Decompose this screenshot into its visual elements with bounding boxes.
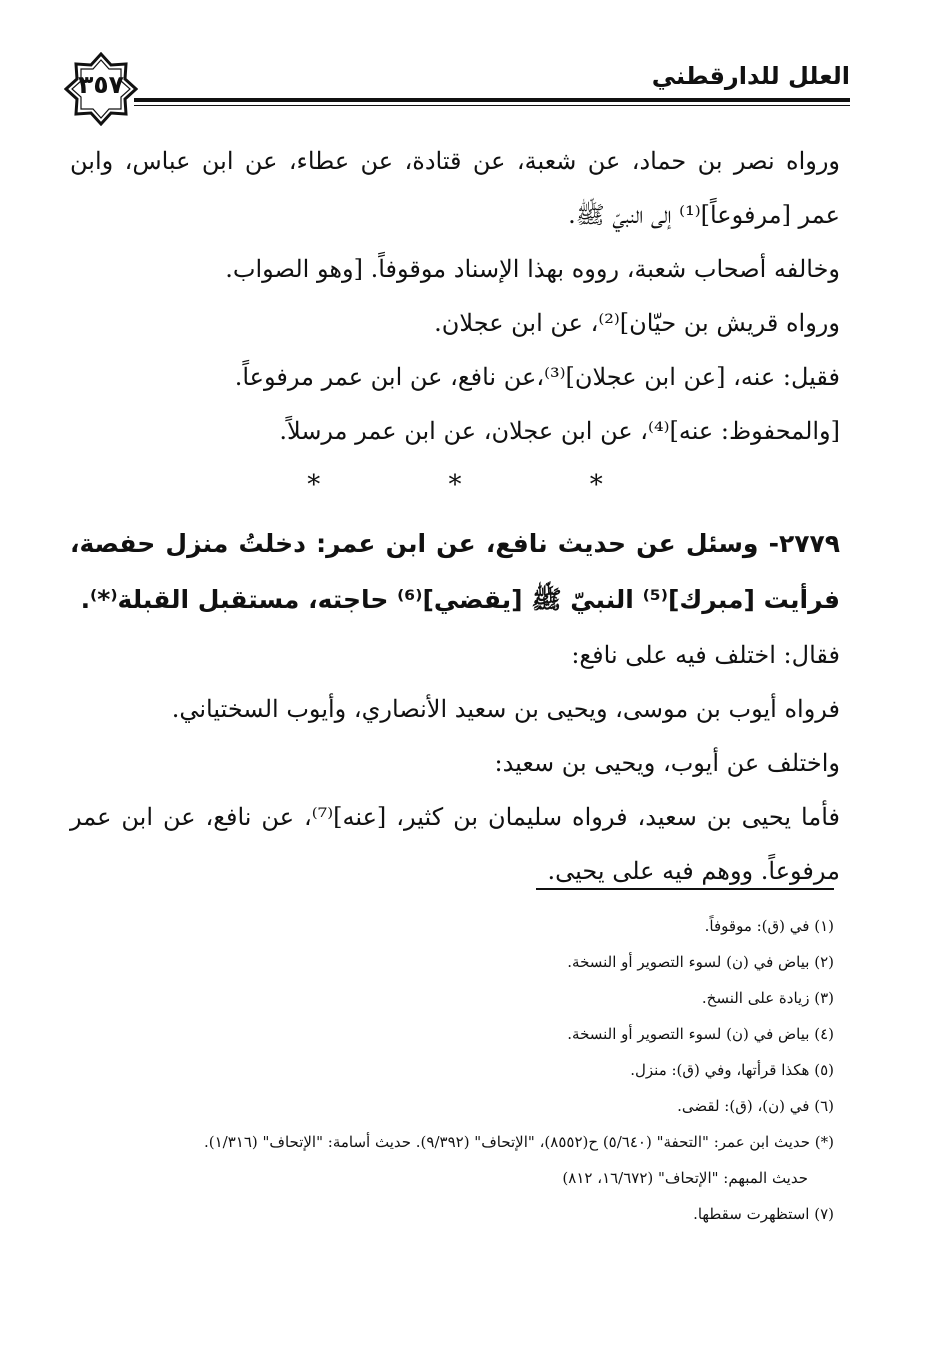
paragraph-2: وخالفه أصحاب شعبة، رووه بهذا الإسناد موقوفاً. [وهو الصواب. xyxy=(225,255,840,283)
footnotes xyxy=(60,908,834,1232)
footnote-3: (٣) زيادة على النسخ. xyxy=(701,989,834,1007)
page-number-badge xyxy=(64,52,138,126)
paragraph-4: فقيل: عنه، [عن ابن عجلان]⁽³⁾،عن نافع، عن ابن عمر مرفوعاً. xyxy=(234,363,840,391)
footnote-4: (٤) بياض في (ن) لسوء التصوير أو النسخة. xyxy=(567,1025,834,1043)
page-number: ٣٥٧ xyxy=(78,70,124,99)
footnote-star-continued: حديث المبهم: "الإتحاف" (١٦/٦٧٢، ٨١٢) xyxy=(562,1169,808,1187)
header-rule-thin xyxy=(134,105,850,106)
paragraph-9: فأما يحيى بن سعيد، فرواه سليمان بن كثير، [عنه]⁽⁷⁾، عن نافع، عن ابن عمر مرفوعاً. ووهم فيه على يحيى. xyxy=(70,803,840,885)
footnote-6: (٦) في (ن)، (ق): لقضى. xyxy=(677,1097,834,1115)
footnote-5: (٥) هكذا قرأتها، وفي (ق): منزل. xyxy=(630,1061,834,1079)
footnote-star: (*) حديث ابن عمر: "التحفة" (٥/٦٤٠) ح(٨٥٥٢)، "الإتحاف" (٩/٣٩٢). حديث أسامة: "الإتحاف" (١/٣١٦). xyxy=(203,1133,834,1151)
paragraph-7: فرواه أيوب بن موسى، ويحيى بن سعيد الأنصاري، وأيوب السختياني. xyxy=(171,695,840,723)
paragraph-1: ورواه نصر بن حماد، عن شعبة، عن قتادة، عن عطاء، عن ابن عباس، وابن عمر [مرفوعاً]⁽¹⁾ إلى النبيّ ﷺ. xyxy=(70,147,840,229)
paragraph-8: واختلف عن أيوب، ويحيى بن سعيد: xyxy=(494,749,840,777)
paragraph-3: ورواه قريش بن حيّان]⁽²⁾، عن ابن عجلان. xyxy=(434,309,840,337)
section-separator: * * * xyxy=(307,470,663,500)
hadith-heading: ٢٧٧٩- وسئل عن حديث نافع، عن ابن عمر: دخلتُ منزل حفصة، فرأيت [مبرك]⁽⁵⁾ النبيّ ﷺ [يقضي]⁽⁶⁾ حاجته، مستقبل القبلة⁽*⁾. xyxy=(70,529,840,614)
header-rule-thick xyxy=(134,98,850,102)
running-title: العلل للدارقطني xyxy=(651,62,850,90)
page-header xyxy=(60,52,850,124)
footnote-7: (٧) استظهرت سقطها. xyxy=(693,1205,834,1223)
footnote-1: (١) في (ق): موقوفاً. xyxy=(704,917,834,935)
paragraph-6: فقال: اختلف فيه على نافع: xyxy=(571,641,840,669)
footnote-divider xyxy=(536,888,834,890)
paragraph-5: [والمحفوظ: عنه]⁽⁴⁾، عن ابن عجلان، عن ابن عمر مرسلاً. xyxy=(279,417,840,445)
footnote-2: (٢) بياض في (ن) لسوء التصوير أو النسخة. xyxy=(567,953,834,971)
main-text xyxy=(70,134,840,898)
